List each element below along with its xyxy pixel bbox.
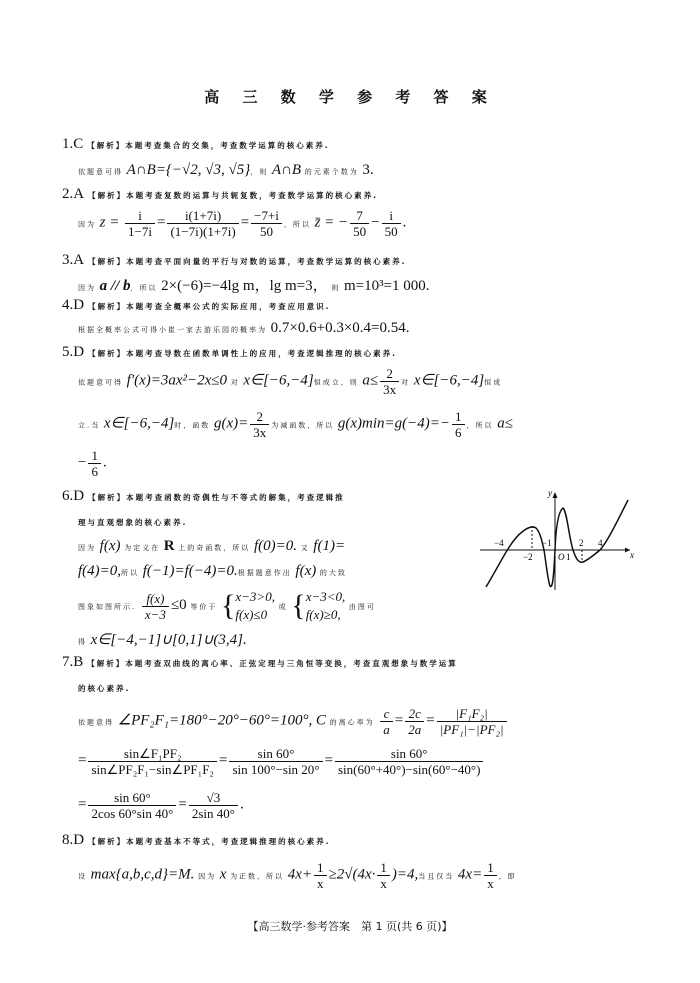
q6-formula: R — [163, 538, 175, 554]
q5-text: 时，函数 — [174, 421, 211, 430]
q8-fraction: $\frac{1}{x}$ — [314, 860, 327, 891]
q1-text: 的元素个数为 — [304, 168, 359, 176]
q7-header — [62, 654, 458, 671]
q5-formula: x∈[−6,−4] — [103, 415, 175, 432]
q2-fraction: $\frac{7}{50}$ — [350, 208, 369, 239]
q8-analysis-tag: 【解析】本题考查基本不等式，考查逻辑推理的核心素养. — [88, 837, 331, 846]
q6-analysis-tag: 【解析】本题考查函数的奇偶性与不等式的解集，考查逻辑推 — [88, 493, 345, 502]
q3-header — [62, 252, 406, 269]
q8-formula: )=4, — [391, 866, 419, 883]
q6-system-2: x−3<0, f(x)≥0, — [305, 589, 346, 622]
q7-fraction: $\frac{\sin 60^\circ}{\sin 100^\circ-\sin 20^\circ}$ — [229, 746, 322, 777]
q7-line3: = $\frac{\sin 60^\circ}{2\cos 60^\circ\sin 40^\circ}$ = $\frac{√3}{2\sin 40^\circ}$ . — [78, 790, 244, 821]
q5-formula: g(x)= — [213, 415, 249, 432]
q7-text: 依题意得 — [78, 718, 114, 727]
q1-header — [62, 136, 330, 153]
q6-text: 所以 — [121, 569, 140, 577]
q6-header — [62, 488, 345, 505]
q4-analysis-tag: 【解析】本题考查全概率公式的实际应用，考查应用意识. — [88, 302, 331, 311]
q7-text: 的离心率为 — [329, 718, 375, 727]
q3-answer: m=10³=1 000. — [343, 278, 430, 294]
q7-fraction: $\frac{\sin 60^\circ}{\sin(60^\circ+40^\circ)-\sin(60^\circ-40^\circ)}$ — [335, 746, 483, 777]
q6-formula: f(1)= — [313, 538, 346, 554]
q8-header — [62, 832, 330, 849]
q8-line1 — [78, 860, 517, 891]
q5-fraction: $\frac{2}{3x}$ — [250, 409, 269, 440]
q1-answer: 3. — [362, 162, 374, 178]
graph-label-origin: O — [558, 552, 565, 562]
q5-text: 对 — [401, 378, 411, 387]
q5-header — [62, 344, 397, 361]
q5-fraction: $\frac{1}{6}$ — [452, 409, 465, 440]
q5-fraction: $\frac{1}{6}$ — [88, 448, 101, 479]
q7-tag-continued: 的核心素养. — [78, 684, 131, 693]
q5-formula: a≤ — [362, 372, 379, 389]
q7-formula: ∠PF₂F₁=180°−20°−60°=100°, — [117, 712, 313, 729]
q6-text: 为定义在 — [124, 544, 161, 552]
q5-number: 5.D — [62, 344, 85, 360]
q5-text: 立.当 — [78, 421, 101, 430]
q6-formula: f(0)=0. — [253, 538, 297, 554]
q2-fraction: $\frac{i}{50}$ — [382, 208, 401, 239]
q5-text: 为减函数，所以 — [271, 421, 335, 430]
q5-formula: x∈[−6,−4] — [413, 372, 485, 389]
q6-text: 的大致 — [319, 569, 347, 577]
q6-number: 6.D — [62, 488, 85, 504]
q8-formula: 4x= — [457, 866, 483, 883]
q6-line3: 图象如图所示. $\frac{f(x)}{x-3}$ ≤0 等价于 { x−3>0, f(x)≤0 或 { x−3<0, f(x)≥0, 由图可 — [78, 589, 376, 622]
q7-fraction: $\frac{√3}{2\sin 40^\circ}$ — [189, 790, 238, 821]
q5-formula: x∈[−6,−4] — [243, 372, 314, 389]
graph-label-y: y — [548, 488, 552, 498]
graph-tick-minus1: −1 — [542, 538, 552, 548]
q6-tag-continued: 理与直观想象的核心素养. — [78, 518, 188, 527]
q8-formula: 4x+ — [287, 866, 312, 883]
q7-fraction: $\frac{c}{a}$ — [380, 706, 393, 737]
q4-line1 — [78, 320, 410, 337]
q8-text: 为正数，所以 — [230, 872, 285, 881]
q2-formula: z̄ = − — [314, 214, 349, 231]
q2-fraction: $\frac{i}{1-7i}$ — [125, 208, 155, 239]
q6-text: 根据题意作出 — [237, 569, 292, 577]
q7-analysis-tag: 【解析】本题考查双曲线的离心率、正弦定理与三角恒等变换，考查直观想象与数学运算 — [87, 659, 458, 668]
q5-formula: g(x)min=g(−4)=− — [337, 415, 451, 432]
q8-formula: x — [219, 866, 227, 883]
q1-line1 — [78, 162, 374, 179]
q1-formula: A∩B={−√2, √3, √5} — [126, 162, 251, 178]
q5-text: 依题意可得 — [78, 378, 123, 387]
q6-text: 因为 — [78, 544, 96, 552]
graph-tick-2: 2 — [579, 538, 584, 548]
q6-formula: f(x) — [99, 538, 121, 554]
q1-analysis-tag: 【解析】本题考查集合的交集，考查数学运算的核心素养. — [87, 141, 330, 150]
q1-formula: A∩B — [271, 162, 302, 178]
q4-number: 4.D — [62, 297, 85, 313]
q6-text: 又 — [300, 544, 310, 552]
q7-number: 7.B — [62, 654, 84, 670]
q6-line2 — [78, 563, 347, 580]
q2-line1: 因为 z = $\frac{i}{1-7i}$ = $\frac{i(1+7i)}{(1-7i)(1+7i)}$ = $\frac{-7+i}{50}$ ，所以 z̄ = − $\frac{7}{50}$ − $\frac{i}{50}$ . — [78, 208, 407, 239]
q4-header — [62, 297, 330, 314]
q2-analysis-tag: 【解析】本题考查复数的运算与共轭复数，考查数学运算的核心素养. — [88, 191, 378, 200]
graph-tick-1: 1 — [566, 552, 571, 562]
q6-text: 得 — [78, 638, 87, 646]
q5-text: 恒成 — [484, 378, 503, 387]
q6-text: 或 — [278, 603, 288, 611]
q8-formula: max{a,b,c,d}=M. — [90, 866, 195, 883]
q6-system-1: x−3>0, f(x)≤0 — [235, 589, 275, 622]
q3-number: 3.A — [62, 252, 85, 268]
q6-answer: x∈[−4,−1]∪[0,1]∪(3,4]. — [90, 632, 247, 648]
q5-line3: − $\frac{1}{6}$ . — [78, 448, 107, 479]
q8-number: 8.D — [62, 832, 85, 848]
q8-fraction: $\frac{1}{x}$ — [377, 860, 390, 891]
function-curve — [486, 500, 628, 587]
q2-formula: z = — [99, 214, 120, 231]
q5-fraction: $\frac{2}{3x}$ — [380, 366, 399, 397]
q8-text: ，即 — [498, 872, 517, 881]
q2-fraction: $\frac{-7+i}{50}$ — [251, 208, 282, 239]
q6-text: 图象如图所示. — [78, 603, 137, 611]
q6-text: 等价于 — [190, 603, 218, 611]
q2-text: 因为 — [78, 220, 96, 229]
q3-line1 — [78, 274, 430, 295]
q5-text: 恒成立，则 — [313, 378, 359, 387]
q1-number: 1.C — [62, 136, 84, 152]
q5-formula: a≤ — [497, 415, 513, 432]
q6-line1 — [78, 538, 345, 555]
q5-line1 — [78, 366, 502, 397]
q8-text: 因为 — [198, 872, 217, 881]
q8-text: 当且仅当 — [418, 872, 455, 881]
q7-formula: C — [315, 712, 326, 729]
q7-fraction: $\frac{\text{sin∠F₁PF₂}}{\text{sin∠PF₂F₁−sin∠PF₁F₂}}$ — [88, 746, 217, 777]
q6-formula: f(x) — [295, 563, 317, 579]
graph-tick-minus4: −4 — [494, 538, 504, 548]
q3-analysis-tag: 【解析】本题考查平面向量的平行与对数的运算，考查数学运算的核心素养. — [88, 257, 407, 266]
q7-line2: = $\frac{\text{sin∠F₁PF₂}}{\text{sin∠PF₂F₁−sin∠PF₁F₂}}$ = $\frac{\sin 60^\circ}{\sin 100^\circ-\sin 20^\circ}$ = $\frac{\sin 60^\circ}{\sin(60^\circ+40^\circ)-\sin(60^\circ-40^\circ)}$ — [78, 746, 485, 777]
q3-text: 因为 — [78, 284, 96, 292]
q2-header — [62, 186, 378, 203]
q7-fraction: $\frac{2c}{2a}$ — [405, 706, 424, 737]
q7-fraction: $\frac{\sin 60^\circ}{2\cos 60^\circ\sin 40^\circ}$ — [88, 790, 176, 821]
q7-fraction: $\frac{\text{|F₁F₂|}}{\text{|PF₁|−|PF₂|}}$ — [437, 706, 507, 737]
q6-formula: f(4)=0, — [78, 563, 122, 579]
q8-text: 设 — [78, 872, 87, 881]
q5-text: 对 — [230, 378, 240, 387]
q3-text: 则 — [331, 284, 341, 292]
q5-line2 — [78, 409, 513, 440]
q8-fraction: $\frac{1}{x}$ — [484, 860, 497, 891]
q1-text: 依题意可得 — [78, 168, 123, 176]
q6-text: 上的奇函数，所以 — [178, 544, 251, 552]
q2-fraction: $\frac{i(1+7i)}{(1-7i)(1+7i)}$ — [167, 208, 238, 239]
graph-tick-4: 4 — [598, 538, 603, 548]
q2-number: 2.A — [62, 186, 85, 202]
q3-formula: a // b — [99, 278, 131, 294]
q8-formula: ≥2√(4x· — [328, 866, 376, 883]
q6-line4 — [78, 630, 247, 649]
q2-text: ，所以 — [283, 220, 311, 229]
graph-label-x: x — [630, 550, 634, 560]
q6-formula: f(−1)=f(−4)=0. — [142, 563, 238, 579]
q5-analysis-tag: 【解析】本题考查导数在函数单调性上的应用，考查逻辑推理的核心素养. — [88, 349, 397, 358]
graph-tick-minus2: −2 — [523, 552, 533, 562]
y-axis-arrow-icon — [553, 492, 558, 498]
q6-fraction: $\frac{f(x)}{x-3}$ — [142, 591, 169, 622]
q1-text: ，则 — [250, 168, 269, 176]
q6-function-graph — [480, 486, 640, 592]
page-footer: 【高三数学·参考答案 第 1 页(共 6 页)】 — [247, 920, 453, 933]
q7-line1: 依题意得 ∠PF₂F₁=180°−20°−60°=100°, C 的离心率为 $\frac{c}{a}$ = $\frac{2c}{2a}$ = $\frac{\text{|F₁F₂|}}{\text{|PF₁|−|PF₂|}}$ — [78, 706, 509, 737]
q4-text: 根据全概率公式可得小崔一家去游乐园的概率为 — [78, 326, 267, 334]
page-title: 高 三 数 学 参 考 答 案 — [204, 88, 496, 106]
q3-text: ，所以 — [130, 284, 158, 292]
q3-formula: 2×(−6)=−4lg m，lg m=3， — [161, 278, 328, 294]
q6-text: 由图可 — [348, 603, 376, 611]
q5-text: ，所以 — [466, 421, 494, 430]
q4-answer: 0.7×0.6+0.3×0.4=0.54. — [270, 320, 410, 336]
q5-formula: f′(x)=3ax²−2x≤0 — [126, 372, 228, 389]
